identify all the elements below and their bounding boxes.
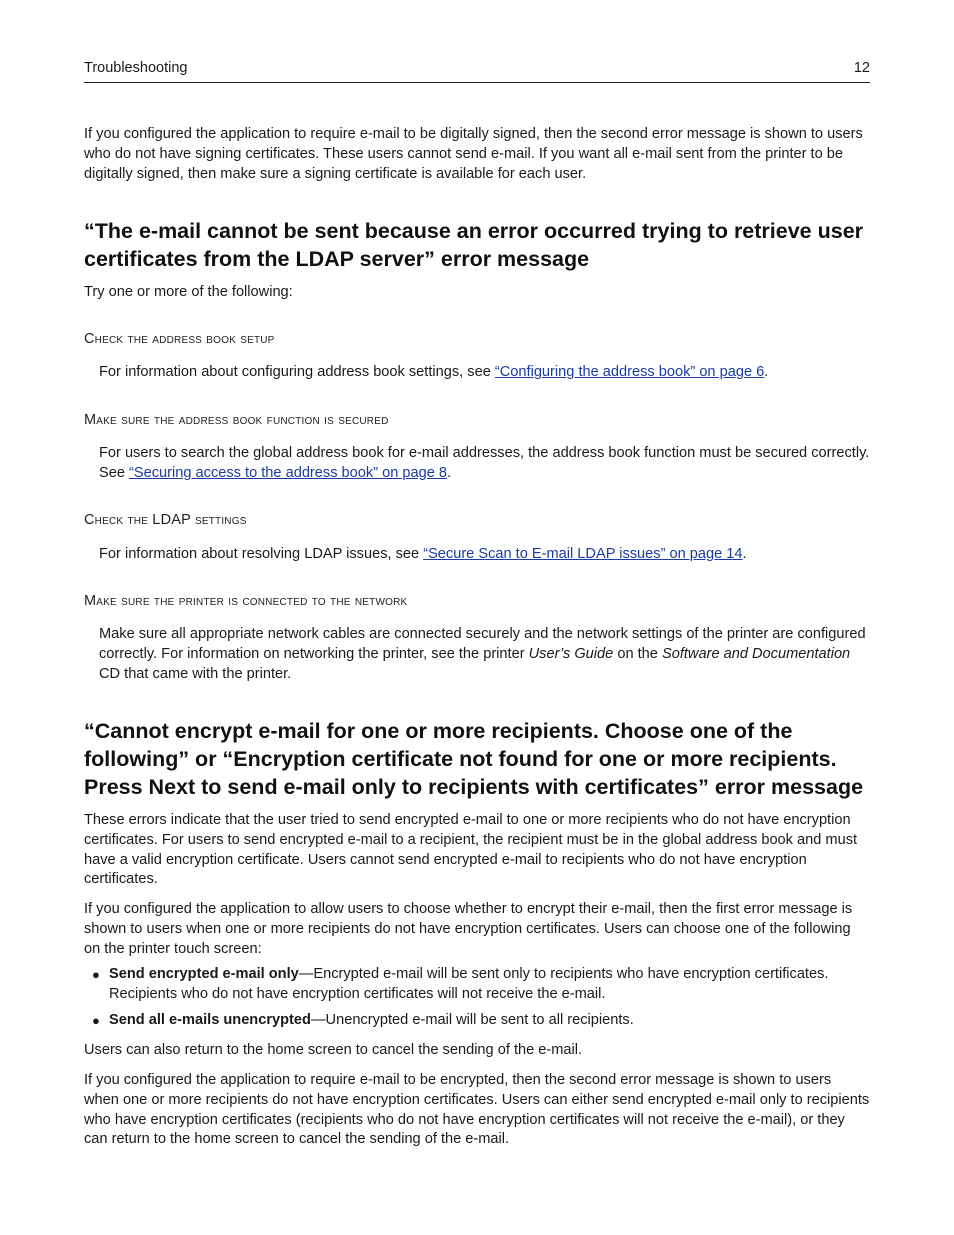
options-list (84, 965, 870, 1030)
link-configuring-address-book[interactable]: “Configuring the address book” on page 6 (494, 364, 765, 380)
section2-paragraph-4: If you configured the application to require e-mail to be encrypted, then the second error message is shown to users when one or more recipients do not have encryption certificates. Users can either send encrypted e-mail only to recipients who have encryption certificates (recipients who do not have encryption certificates will not receive the e-mail), or they can return to the home screen to cancel the sending of the e-mail. (84, 1072, 870, 1148)
paragraph-ldap-settings (99, 545, 870, 565)
text-network: Make sure all appropriate network cables are connected securely and the network settings of the printer are configured correctly. For information on networking the printer, see the printer (99, 626, 866, 662)
text-before-link: For information about resolving LDAP issues, see (99, 546, 424, 562)
option-label: Send all e-mails unencrypted (109, 1011, 311, 1028)
subheading-printer-network: Make sure the printer is connected to the network (84, 593, 408, 609)
italic-software-documentation: Software and Documentation (661, 645, 851, 662)
bullet-icon: ● (92, 1012, 100, 1028)
option-description: —Encrypted e-mail will be sent only to recipients who have encryption certificates. Recipients who do not have encryption certificates will not receive the e-mail. (109, 966, 829, 1002)
text-on-the: on the (613, 645, 662, 662)
bullet-icon: ● (92, 967, 100, 982)
list-item (84, 1011, 870, 1031)
list-item (84, 965, 870, 1005)
page-header (84, 60, 870, 83)
paragraph-printer-network (99, 625, 870, 684)
text-cd: CD that came with the printer. (99, 665, 292, 682)
intro-paragraph: If you configured the application to require e-mail to be digitally signed, then the second error message is shown to users who do not have signing certificates. These users cannot send e-mail. If you want all e-mail sent from the printer to be digitally signed, then make sure a signing certificate is available for each user. (84, 126, 863, 182)
section2-paragraph-3: Users can also return to the home screen to cancel the sending of the e-mail. (84, 1042, 583, 1058)
option-description: —Unencrypted e-mail will be sent to all recipients. (310, 1011, 634, 1028)
text-before-link: For information about configuring address book settings, see (99, 364, 495, 380)
header-section-title: Troubleshooting (84, 60, 188, 76)
text-before-link: For users to search the global address book for e-mail addresses, the address book function must be secured correctly. See (99, 445, 870, 481)
subheading-ldap-settings: Check the LDAP settings (84, 512, 247, 528)
italic-users-guide: User’s Guide (528, 645, 614, 662)
text-after-link: . (764, 364, 769, 380)
text-after-link: . (447, 464, 452, 481)
paragraph-address-book-setup (99, 363, 870, 383)
paragraph-address-book-secured (99, 444, 870, 484)
section2-paragraph-1: These errors indicate that the user tried to send encrypted e-mail to one or more recipients who do not have encryption certificates. For users to send encrypted e-mail to a recipient, the recipient must be in the global address book and must have a valid encryption certificate. Users cannot send encrypted e-mail to recipients who do not have encryption certificates. (84, 812, 858, 888)
link-ldap-issues[interactable]: “Secure Scan to E-mail LDAP issues” on page 14 (423, 546, 743, 562)
section2-paragraph-2: If you configured the application to allow users to choose whether to encrypt their e-mail, then the first error message is shown to users when one or more recipients do not have encryption certificates. Users can choose one of the following on the printer touch screen: (84, 901, 853, 957)
header-page-number: 12 (853, 60, 870, 76)
subheading-address-book-secured: Make sure the address book function is secured (84, 412, 389, 428)
section2-heading: “Cannot encrypt e-mail for one or more recipients. Choose one of the following” or “Encryption certificate not found for one or more recipients. Press Next to send e-mail only to recipients with certificates” error message (84, 719, 864, 799)
section1-lead: Try one or more of the following: (84, 284, 293, 300)
link-securing-address-book[interactable]: “Securing access to the address book” on page 8 (129, 464, 448, 481)
option-label: Send encrypted e-mail only (109, 966, 299, 982)
text-after-link: . (742, 546, 747, 562)
section1-heading: “The e-mail cannot be sent because an error occurred trying to retrieve user certificates from the LDAP server” error message (84, 219, 864, 271)
subheading-address-book-setup: Check the address book setup (84, 331, 275, 347)
